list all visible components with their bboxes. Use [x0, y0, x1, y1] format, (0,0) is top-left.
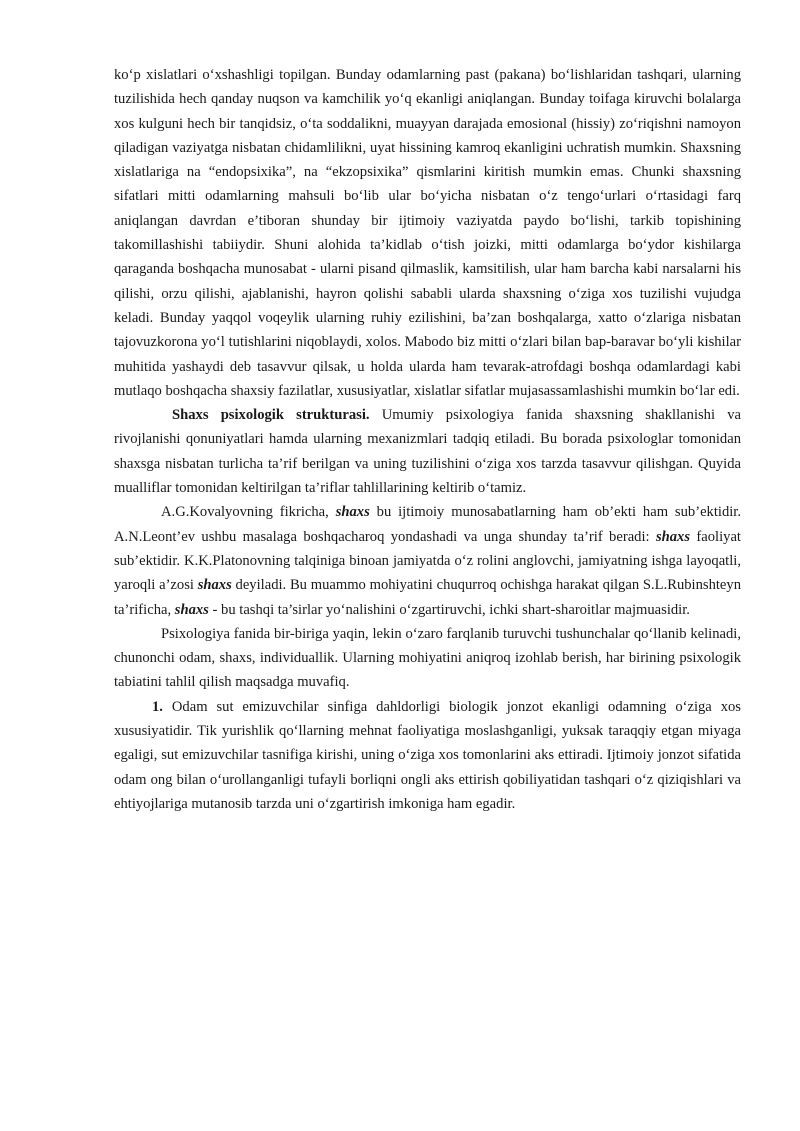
list-number: 1. [152, 698, 163, 715]
document-page [114, 63, 741, 816]
paragraph-text: - bu tashqi ta’sirlar yo‘nalishini o‘zgartiruvchi, ichki shart-sharoitlar majmuasidir. [208, 601, 690, 618]
paragraph-personality-structure [114, 403, 741, 500]
term-shaxs: shaxs [174, 601, 209, 618]
paragraph-text: A.G.Kovalyovning fikricha, [161, 504, 336, 521]
term-shaxs: shaxs [655, 528, 691, 545]
paragraph-concepts: Psixologiya fanida bir-biriga yaqin, lekin o‘zaro farqlanib turuvchi tushunchalar qo‘llanib kelinadi, chunonchi odam, shaxs, individuallik. Ularning mohiyatini aniqroq izohlab berish, har birining psixologik tabiatini tahlil qilish maqsadga muvafiq. [114, 625, 741, 691]
paragraph-text: deyiladi. Bu muammo mohiyatini chuqurroq ochishga harakat qilgan S.L.Rubinshteyn ta’rificha, [114, 577, 741, 618]
term-shaxs: shaxs [335, 504, 370, 521]
term-shaxs: shaxs [197, 577, 232, 594]
paragraph-text: Umumiy psixologiya fanida shaxsning shakllanishi va rivojlanishi qonuniyatlari hamda ularning mexanizmlari tadqiq etiladi. Bu borada psixologlar tomonidan shaxsga nisbatan turlicha ta’rif berilgan va uning tuzilishini o‘ziga xos tarzda tasavvur qilishgan. Quyida mualliflar tomonidan keltirilgan ta’riflar tahlillarining keltirib o‘tamiz. [114, 407, 741, 497]
paragraph-text: bu ijtimoiy munosabatlarning ham ob’ekti ham sub’ektidir. A.N.Leont’ev ushbu masalaga boshqacharoq yondashadi va unga shunday ta’rif beradi: [114, 504, 742, 545]
paragraph-text: faoliyat sub’ektidir. K.K.Platonovning talqiniga binoan jamiyatda o‘z rolini anglovchi, jamiyatning ishga layoqatli, yaroqli a’zosi [114, 528, 741, 594]
section-heading: Shaxs psixologik strukturasi. [172, 407, 370, 424]
paragraph-numbered-1 [114, 695, 741, 816]
paragraph-text: Odam sut emizuvchilar sinfiga dahldorligi biologik jonzot ekanligi odamning o‘ziga xos xususiyatidir. Tik yurishlik qo‘llarning mehnat faoliyatiga moslashganligi, yuksak taraqqiy etgan miyaga egaligi, sut emizuvchilar tasnifiga kirishi, uning o‘ziga xos tomonlarini aks ettiradi. Ijtimoiy jonzot sifatida odam ong bilan o‘urollanganligi tufayli borliqni ongli aks ettirish qobiliyatidan tashqari o‘z qiziqishlari va ehtiyojlariga mutanosib tarzda uni o‘zgartirish imkoniga ham egadir. [114, 698, 741, 812]
paragraph-definitions [114, 500, 741, 621]
paragraph-continuation: ko‘p xislatlari o‘xshashligi topilgan. Bunday odamlarning past (pakana) bo‘lishlaridan tashqari, ularning tuzilishida hech qanday nuqson va kamchilik yo‘q ekanligi aniqlangan. Bunday toifaga kiruvchi bolalarga xos kulguni hech bir tanqidsiz, o‘ta soddalikni, muayyan darajada emosional (hissiy) zo‘riqishni namoyon qiladigan vaziyatga nisbatan chidamlilikni, uyat hissining kamroq ekanligini uchratish mumkin. Shaxsning xislatlariga na “endopsixika”, na “ekzopsixika” qismlarini kiritish mumkin emas. Chunki shaxsning sifatlari mitti odamlarning mahsuli bo‘lib ular bo‘yicha nisbatan o‘z tengo‘urlari o‘rtasidagi farq aniqlangan davrdan e’tiboran shunday bir ijtimoiy vaziyatda paydo bo‘lishi, tarkib topishining takomillashishi tabiiydir. Shuni alohida ta’kidlab o‘tish joizki, mitti odamlarga bo‘ydor kishilarga qaraganda boshqacha munosabat - ularni pisand qilmaslik, kamsitilish, ular ham barcha kabi narsalarni his qilishi, orzu qilishi, ajablanishi, hayron qolishi sababli ularda shaxsning o‘ziga xos tuzilishi vujudga keladi. Bunday yaqqol voqeylik ularning ruhiy ezilishini, ba’zan boshqalarga, xatto o‘zlariga nisbatan tajovuzkorona yo‘l tutishlarini niqoblaydi, xolos. Mabodo biz mitti o‘zlari bilan bap-baravar bo‘yli kishilar muhitida yashaydi deb tasavvur qilsak, u holda ularda ham tevarak-atrofdagi boshqa odamlardagi kabi mutlaqo boshqacha shaxsiy fazilatlar, xususiyatlar, xislatlar sifatlar mujasassamlashishi mumkin bo‘lar edi. [114, 67, 741, 399]
